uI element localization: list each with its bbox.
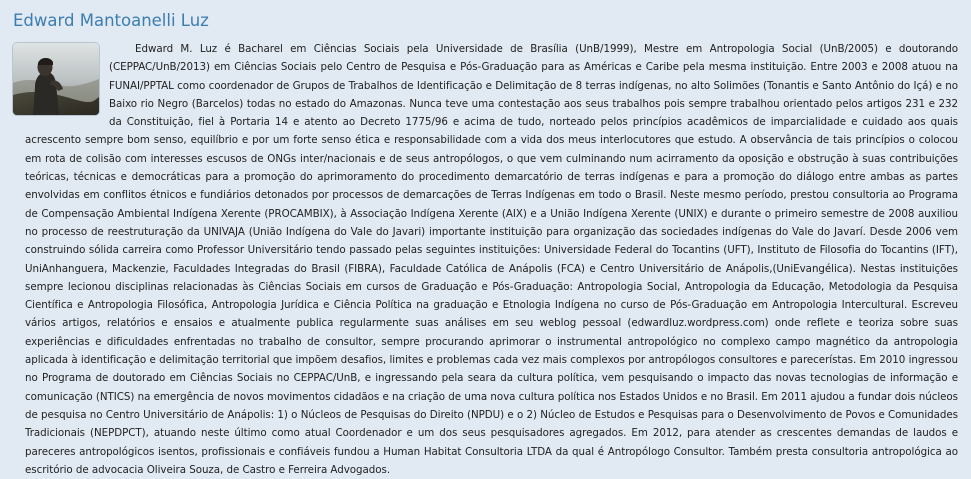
author-bio-block: [13, 40, 958, 479]
author-photo: [13, 43, 99, 115]
author-name-heading: Edward Mantoanelli Luz: [13, 11, 209, 30]
author-bio-text: Edward M. Luz é Bacharel em Ciências Sociais pela Universidade de Brasília (UnB/1999), Mestre em Antropologia Social (UnB/2005) e doutorando (CEPPAC/UnB/2013) em Ciências Sociais pelo Centro de Pesquisa e Pós-Graduação para as Américas e Caribe pela mesma instituição. Entre 2003 e 2008 atuou na FUNAI/PPTAL como coordenador de Grupos de Trabalhos de Identificação e Delimitação de 8 terras indígenas, no alto Solimões (Tonantis e Santo Antônio do Içá) e no Baixo rio Negro (Barcelos) todas no estado do Amazonas. Nunca teve uma contestação aos seus trabalhos pois sempre trabalhou orientado pelos artigos 231 e 232 da Constituição, fiel à Portaria 14 e atento ao Decreto 1775/96 e acima de tudo, norteado pelos princípios acadêmicos de imparcialidade e cuidado aos quais acrescento sempre bom senso, equilíbrio e por um forte senso ética e responsabilidade com a vida dos meus interlocutores que estudo. A observância de tais princípios o colocou em rota de colisão com interesses escusos de ONGs inter/nacionais e de seus antropólogos, o que vem culminando num acirramento da oposição e obstrução à suas contribuições teóricas, técnicas e democráticas para a promoção do aprimoramento do procedimento demarcatório de terras indígenas e para a promoção do diálogo entre ambas as partes envolvidas em conflitos étnicos e fundiários detonados por processos de demarcações de Terras Indígenas em todo o Brasil. Neste mesmo período, prestou consultoria ao Programa de Compensação Ambiental Indígena Xerente (PROCAMBIX), à Associação Indígena Xerente (AIX) e a União Indígena Xerente (UNIX) e durante o primeiro semestre de 2008 auxiliou no processo de reestruturação da UNIVAJA (União Indígena do Vale do Javari) importante instituição para organização das sociedades indígenas do Vale do Javarí. Desde 2006 vem construindo sólida carreira como Professor Universitário tendo passado pelas seguintes instituições: Universidade Federal do Tocantins (UFT), Instituto de Filosofia do Tocantins (IFT), UniAnhanguera, Mackenzie, Faculdades Integradas do Brasil (FIBRA), Faculdade Católica de Anápolis (FCA) e Centro Universitário de Anápolis,(UniEvangélica). Nestas instituições sempre lecionou disciplinas relacionadas às Ciências Sociais em cursos de Graduação e Pós-Graduação: Antropologia Social, Antropologia da Educação, Metodologia da Pesquisa Científica e Antropologia Filosófica, Antropologia Jurídica e Ciência Política na graduação e Etnologia Indígena no curso de Pós-Graduação em Antropologia Intercultural. Escreveu vários artigos, relatórios e ensaios e atualmente publica regularmente suas análises em seu weblog pessoal (edwardluz.wordpress.com) onde reflete e teoriza sobre suas experiências e dificuldades enfrentadas no trabalho de consultor, sempre procurando aprimorar o instrumental antropológico no complexo campo magnético da antropologia aplicada à identificação e delimitação territorial que impõem desafios, limites e problemas cada vez mais complexos por antropólogos consultores e parecerístas. Em 2010 ingressou no Programa de doutorado em Ciências Sociais no CEPPAC/UnB, e ingressando pela seara da cultura política, vem pesquisando o impacto das novas tecnologias de informação e comunicação (NTICS) na emergência de novos movimentos cidadãos e na criação de uma nova cultura política nos Estados Unidos e no Brasil. Em 2011 ajudou a fundar dois núcleos de pesquisa no Centro Universitário de Anápolis: 1) o Núcleos de Pesquisas do Direito (NPDU) e o 2) Núcleo de Estudos e Pesquisas para o Desenvolvimento de Povos e Comunidades Tradicionais (NEPDPCT), atuando neste último como atual Coordenador e um dos seus pesquisadores agregados. Em 2012, para atender as crescentes demandas de laudos e pareceres antropológicos isentos, profissionais e confiáveis fundou a Human Habitat Consultoria LTDA da qual é Antropólogo Consultor. Também presta consultoria antropológica ao escritório de advocacia Oliveira Souza, de Castro e Ferreira Advogados.: [25, 43, 958, 476]
